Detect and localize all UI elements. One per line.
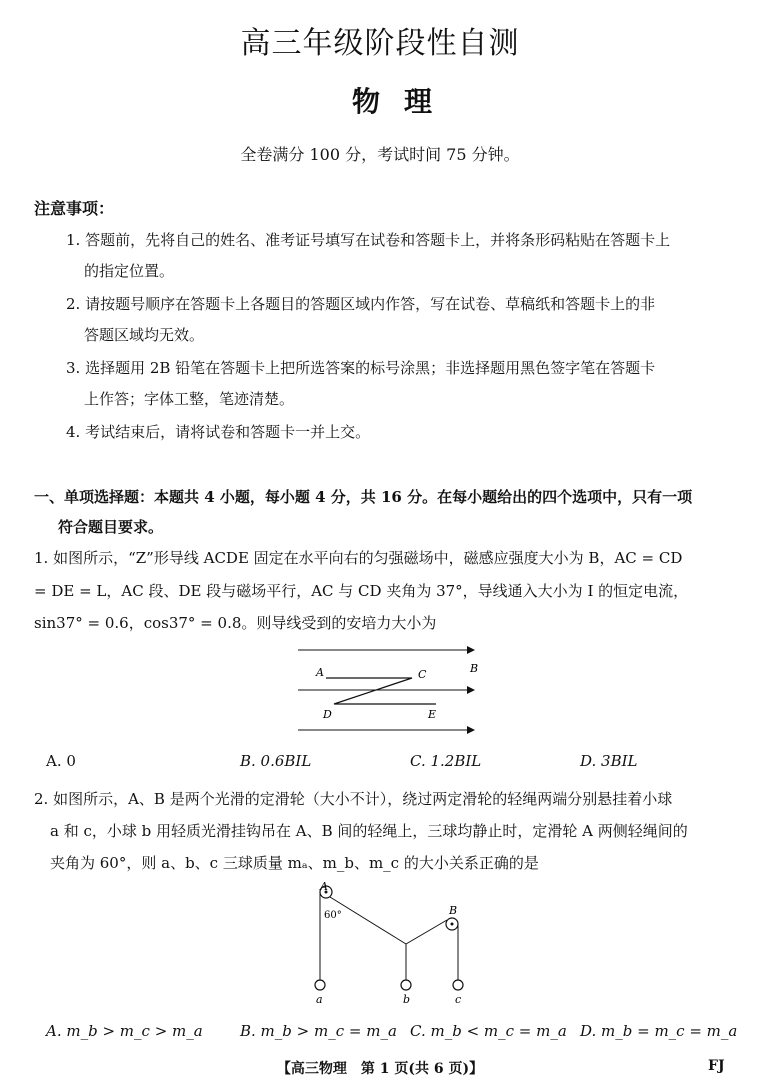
q2-option-b: B. m_b > m_c = m_a [240,1022,397,1040]
label-A: A [316,666,324,679]
q1-line-1: 1. 如图所示，“Z”形导线 ACDE 固定在水平向右的匀强磁场中，磁感应强度大小为 B，AC = CD [34,549,683,567]
note-line-1: 1. 答题前，先将自己的姓名、准考证号填写在试卷和答题卡上，并将条形码粘贴在答题卡上 [66,231,671,249]
q1-option-a: A. 0 [46,752,76,770]
note-line-5: 3. 选择题用 2B 铅笔在答题卡上把所选答案的标号涂黑；非选择题用黑色签字笔在答题卡 [66,359,656,377]
label-ball-c: c [455,993,462,1006]
exam-info: 全卷满分 100 分，考试时间 75 分钟。 [240,145,520,164]
footer-code: FJ [708,1058,725,1074]
note-line-3: 2. 请按题号顺序在答题卡上各题目的答题区域内作答，写在试卷、草稿纸和答题卡上的非 [66,295,656,313]
q1-option-c: C. 1.2BIL [410,752,482,770]
q1-figure [296,640,486,740]
section1-heading: 一、单项选择题：本题共 4 小题，每小题 4 分，共 16 分。在每小题给出的四个选项中，只有一项 [34,488,693,506]
q2-figure [300,872,470,1008]
q2-line-2: a 和 c，小球 b 用轻质光滑挂钩吊在 A、B 间的轻绳上，三球均静止时，定滑轮 A 两侧轻绳间的 [50,822,688,840]
label-angle: 60° [324,910,342,921]
label-C: C [418,668,427,681]
rope-hook-to-b [406,920,447,944]
label-pulley-A: A [320,880,328,893]
label-D: D [323,708,332,721]
notes-heading: 注意事项： [34,199,115,218]
label-ball-a: a [316,993,323,1006]
note-line-7: 4. 考试结束后，请将试卷和答题卡一并上交。 [66,423,371,441]
q2-option-a: A. m_b > m_c > m_a [46,1022,203,1040]
ball-b [401,980,411,990]
section1-heading-cont: 符合题目要求。 [58,518,164,536]
z-wire [326,678,436,704]
page-footer: 【高三物理 第 1 页(共 6 页)】 [276,1061,484,1077]
ball-c [453,980,463,990]
ball-a [315,980,325,990]
q2-line-1: 2. 如图所示，A、B 是两个光滑的定滑轮（大小不计），绕过两定滑轮的轻绳两端分别悬挂着小球 [34,790,673,808]
label-E: E [428,708,437,721]
q2-option-d: D. m_b = m_c = m_a [580,1022,738,1040]
exam-title: 高三年级阶段性自测 [240,26,520,61]
q1-option-d: D. 3BIL [580,752,638,770]
note-line-4: 答题区域均无效。 [84,326,205,344]
q1-line-3: sin37° = 0.6，cos37° = 0.8。则导线受到的安培力大小为 [34,614,437,632]
q2-line-3: 夹角为 60°，则 a、b、c 三球质量 mₐ、m_b、m_c 的大小关系正确的是 [50,854,539,872]
q1-line-2: = DE = L，AC 段、DE 段与磁场平行，AC 与 CD 夹角为 37°，导线通入大小为 I 的恒定电流， [34,582,689,600]
label-B: B [470,662,479,675]
label-ball-b: b [403,993,411,1006]
subject-title: 物理 [351,85,456,118]
note-line-6: 上作答；字体工整，笔迹清楚。 [84,390,295,408]
label-pulley-B: B [449,904,458,917]
q1-option-b: B. 0.6BIL [240,752,312,770]
note-line-2: 的指定位置。 [84,262,175,280]
q2-option-c: C. m_b < m_c = m_a [410,1022,567,1040]
